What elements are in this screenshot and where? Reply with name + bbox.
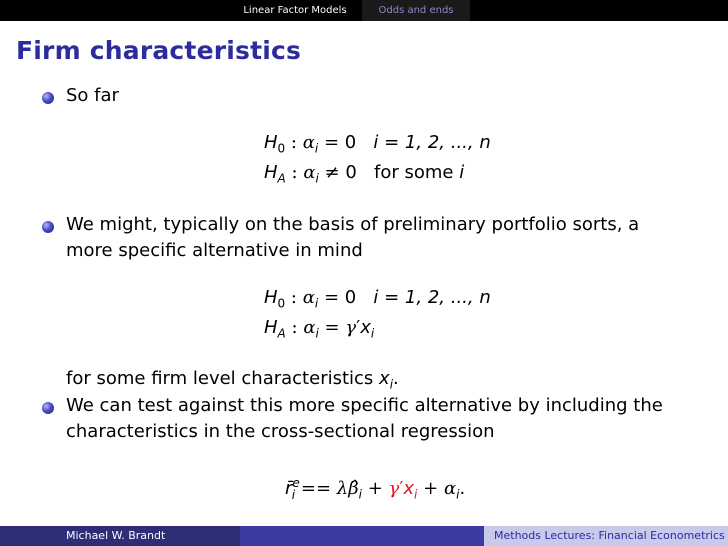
- h0-index-range-2: i = 1, 2, ..., n: [373, 287, 491, 308]
- regression-equation: r̄$^e_i$ == $\lambda\betâ_i + \gamma'x_i + \alpha_i$.: [285, 476, 466, 502]
- footer-course: Methods Lectures: Financial Econometrics: [494, 529, 725, 542]
- equation-ha-second: $H_A$ : $\alpha_i = \gamma'x_i$: [264, 317, 375, 341]
- equation-h0-first: $H_0$ : $\alpha_i = 0$ i = 1, 2, ..., n: [264, 132, 491, 156]
- nav-section-odds-and-ends[interactable]: Odds and ends: [362, 0, 470, 21]
- footer-course-box: [484, 526, 728, 546]
- bullet-2-line-2: more specific alternative in mind: [66, 240, 363, 261]
- bullet-2-line-1: We might, typically on the basis of preliminary portfolio sorts, a: [66, 214, 640, 235]
- bullet-icon: [42, 402, 54, 414]
- footer-author-box: [0, 526, 240, 546]
- equation-ha-first: $H_A$ : $\alpha_i \ne 0$ for some i: [264, 162, 465, 186]
- section-nav-bar: [0, 0, 728, 21]
- bullet-1-text: So far: [66, 85, 119, 106]
- nav-section-linear-factor-models[interactable]: Linear Factor Models: [243, 5, 347, 16]
- bullet-icon: [42, 92, 54, 104]
- h0-index-range: i = 1, 2, ..., n: [373, 132, 491, 153]
- footer-author: Michael W. Brandt: [66, 529, 166, 542]
- footer-middle-box: [240, 526, 484, 546]
- continuation-text: for some firm level characteristics $x_i$.: [66, 368, 399, 392]
- ha-i-symbol: i: [459, 162, 465, 183]
- bullet-3-line-1: We can test against this more specific alternative by including the: [66, 395, 663, 416]
- bullet-icon: [42, 221, 54, 233]
- bullet-3-line-2: characteristics in the cross-sectional regression: [66, 421, 495, 442]
- ha-for-some-text: for some: [373, 162, 454, 183]
- slide-title: Firm characteristics: [16, 36, 302, 65]
- slide-footer: [0, 526, 728, 546]
- equation-h0-second: $H_0$ : $\alpha_i = 0$ i = 1, 2, ..., n: [264, 287, 491, 311]
